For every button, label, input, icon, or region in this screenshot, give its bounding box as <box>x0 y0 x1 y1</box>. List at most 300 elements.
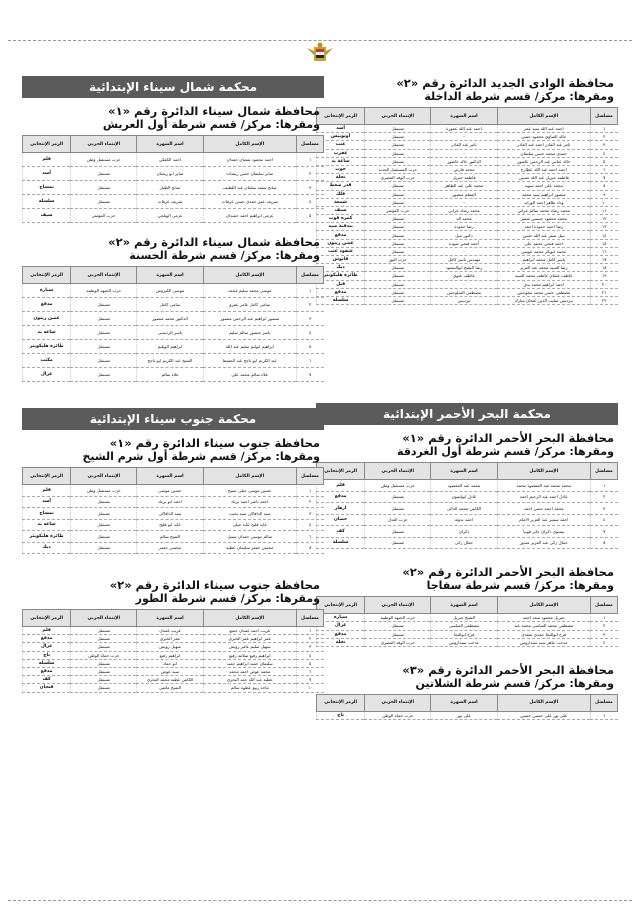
candidates-table <box>22 266 324 382</box>
table-cell: - <box>431 149 497 157</box>
table-cell: حزب مستقبل وطن <box>71 485 137 497</box>
table-cell: عاطف عثوي <box>431 272 497 280</box>
table-cell: جبريل محمود سعد احمد <box>497 614 590 622</box>
district-block <box>22 235 324 382</box>
table-cell: ٦ <box>590 165 617 173</box>
table-cell: فاطمة جبريل <box>431 174 497 182</box>
electoral-symbol: كف <box>317 526 365 538</box>
table-cell: احمد عبد الله سيد عمر <box>497 125 590 133</box>
electoral-symbol: مدفع <box>23 635 71 643</box>
table-cell: سليمان حميد ابراهيم حميد <box>203 659 296 667</box>
egypt-eagle-icon <box>305 42 335 66</box>
table-cell: أحمد فتحي شودة <box>431 239 497 247</box>
table-row <box>23 167 324 181</box>
table-cell: احمد ابراهيم محمد بدي <box>497 280 590 288</box>
table-cell: مستقل <box>365 149 431 157</box>
table-row <box>23 659 324 667</box>
table-cell: موسى الكيروش <box>137 284 203 298</box>
table-cell: محمد رشاد محمد سالم عرابي <box>497 206 590 214</box>
column-header: مسلسل <box>590 597 617 614</box>
table-cell: صابر سليمان حسن ريشات <box>203 167 296 181</box>
table-row <box>317 296 618 304</box>
table-cell: سالم موسى حمدان سبيل <box>203 531 296 543</box>
table-cell: سيد عوض <box>137 667 203 675</box>
table-cell: محمد على احمد سويد <box>497 182 590 190</box>
table-row <box>23 496 324 508</box>
table-cell: الكابتن عطية محمد البحرى <box>137 676 203 684</box>
electoral-symbol: شمعة <box>317 198 365 206</box>
table-cell: بيرديس <box>431 296 497 304</box>
table-cell: محمد محمد عبد المقصود محمد <box>497 480 590 492</box>
table-cell: صابح سعيد سلمان عبد اللطيف <box>203 181 296 195</box>
table-cell: مستقل <box>365 231 431 239</box>
table-cell: مصطفى العباسى <box>431 622 497 630</box>
spacer <box>316 653 618 663</box>
table-cell: ٧ <box>296 676 323 684</box>
table-cell: ياسر كامل محمد ابراهيم <box>497 256 590 264</box>
district-title: محافظة البحر الأحمر الدائرة رقم «٢» <box>402 565 614 580</box>
table-cell: وداد طاهر احمد الوزايد <box>497 198 590 206</box>
electoral-symbol: قلم <box>23 153 71 167</box>
electoral-symbol: مكتب <box>23 354 71 368</box>
electoral-symbol: تاج <box>317 711 365 719</box>
table-cell: ١٥ <box>590 239 617 247</box>
table-row <box>23 284 324 298</box>
table-cell: على نور <box>431 711 497 719</box>
electoral-symbol: قلم <box>317 480 365 492</box>
district-block <box>22 104 324 223</box>
table-cell: محمد عوض احمد محمد <box>203 667 296 675</box>
district-title: محافظة البحر الأحمر الدائرة رقم «١» <box>402 431 614 446</box>
table-cell: مستقل <box>365 223 431 231</box>
table-cell: ١٢ <box>590 215 617 223</box>
table-cell: حزب الجبهة الوطنية <box>71 284 137 298</box>
table-cell: ٢٢ <box>590 296 617 304</box>
table-cell: عاطف عثمان عاطف محمد السيد <box>497 272 590 280</box>
table-cell: حسين موسى <box>137 485 203 497</box>
table-cell: حزب حماة الوطن <box>71 651 137 659</box>
column-header: اسم الشهرة <box>137 468 203 485</box>
table-cell: ٤ <box>590 149 617 157</box>
table-cell: ٢ <box>590 622 617 630</box>
district-block <box>316 663 618 720</box>
table-cell: - <box>431 280 497 288</box>
column-header: الإسم الكامل <box>497 108 590 125</box>
table-cell: مستقل <box>71 181 137 195</box>
electoral-symbol: فانوس <box>317 256 365 264</box>
electoral-symbol: سيف <box>317 206 365 214</box>
column-header: اسم الشهرة <box>137 267 203 284</box>
table-cell: احمد ابو بريك <box>137 496 203 508</box>
column-header: الإنتماء الحزبي <box>365 108 431 125</box>
table-cell: موسى محمد سليم محمد <box>203 284 296 298</box>
table-cell: عادل احمد عبد الرحيم احمد <box>497 491 590 503</box>
table-cell: ١٦ <box>590 247 617 255</box>
electoral-symbol: مدفع <box>23 667 71 675</box>
table-cell: ٣ <box>590 141 617 149</box>
electoral-symbol: سلسلة <box>317 296 365 304</box>
table-cell: فرج ابوالنجا <box>431 630 497 638</box>
table-cell: حزب المؤتمر <box>71 209 137 223</box>
column-header: مسلسل <box>296 136 323 153</box>
electoral-symbol: سيارة <box>317 614 365 622</box>
table-cell: مستقل <box>71 298 137 312</box>
table-cell: الشيخ ماضى <box>137 684 203 692</box>
table-cell: مستقل <box>71 508 137 520</box>
table-cell: ١٣ <box>590 223 617 231</box>
court-banner: محكمة جنوب سيناء الإبتدائية <box>22 408 324 430</box>
electoral-symbol: طائرة هليكوبتر <box>23 531 71 543</box>
table-cell: احمد ناصر احمد بريك <box>203 496 296 508</box>
electoral-symbol: ساعة يد <box>23 519 71 531</box>
table-cell: ٥ <box>296 659 323 667</box>
table-cell: مستقل <box>365 133 431 141</box>
table-cell: محمد اله <box>431 215 497 223</box>
electoral-symbol: عقرب <box>317 149 365 157</box>
column-header: الإسم الكامل <box>497 597 590 614</box>
electoral-symbol: عنقود عنب <box>317 247 365 255</box>
table-cell: سهيل سليم عامر رويش <box>203 643 296 651</box>
table-cell: مستقل <box>71 531 137 543</box>
table-cell: ٢٠ <box>590 280 617 288</box>
table-cell: ٢ <box>296 298 323 312</box>
table-cell: ٨ <box>590 182 617 190</box>
table-cell: مستقل <box>71 368 137 382</box>
electoral-symbol: قدر ضغط <box>317 182 365 190</box>
table-cell: نبيل صقر عبد الله حسن <box>497 231 590 239</box>
column-header: الإسم الكامل <box>497 694 590 711</box>
district-title: محافظة جنوب سيناء الدائرة رقم «١» <box>109 436 320 450</box>
table-cell: منصور ابراهيم عبد الرحمن منصور <box>203 312 296 326</box>
table-row <box>317 141 618 149</box>
district-block <box>22 436 324 554</box>
table-row <box>317 614 618 622</box>
table-cell: ياسر منصور سالم سليم <box>203 326 296 340</box>
table-cell: الدكتور محمد منصور <box>137 312 203 326</box>
column-header: الرمز الإنتخابي <box>317 463 365 480</box>
table-cell: مستقل <box>71 676 137 684</box>
electoral-symbol: نخلة <box>317 638 365 646</box>
column-header: الرمز الإنتخابي <box>23 136 71 153</box>
table-cell: مستقل <box>365 190 431 198</box>
table-cell: ١٠ <box>296 684 323 692</box>
table-cell: ٢ <box>296 496 323 508</box>
table-row <box>317 198 618 206</box>
table-cell: خالد الصاوي محمود حسن <box>497 133 590 141</box>
table-cell: ١ <box>590 480 617 492</box>
table-cell: ٢ <box>590 133 617 141</box>
table-cell: حزب العدل <box>365 514 431 526</box>
column-header: الإنتماء الحزبي <box>71 267 137 284</box>
table-cell: محمد فارس <box>431 165 497 173</box>
electoral-symbol: سلسلة <box>317 537 365 549</box>
table-cell: مستقل <box>71 312 137 326</box>
electoral-symbol: غزال <box>317 622 365 630</box>
table-cell: ٤ <box>296 195 323 209</box>
table-row <box>317 215 618 223</box>
column-header: الإسم الكامل <box>203 136 296 153</box>
column-header: الإسم الكامل <box>203 468 296 485</box>
table-row <box>23 354 324 368</box>
table-row <box>23 340 324 354</box>
table-row <box>23 298 324 312</box>
district-title: محافظة شمال سيناء الدائرة رقم «١» <box>108 104 320 118</box>
table-cell: احمد محمود شعبان حمدان <box>203 153 296 167</box>
district-block <box>22 578 324 693</box>
table-row <box>317 622 618 630</box>
table-cell: ذكران <box>431 526 497 538</box>
table-row <box>23 181 324 195</box>
table-cell: ٤ <box>590 638 617 646</box>
table-cell: ابراهيم ابوليم سليم عبد الله <box>203 340 296 354</box>
table-cell: مستقل <box>71 635 137 643</box>
table-cell: ٢ <box>296 167 323 181</box>
table-cell: منصور ابراهيم سيد محمد <box>497 190 590 198</box>
table-row <box>23 676 324 684</box>
electoral-symbol: تمساح <box>23 508 71 520</box>
table-cell: ١ <box>296 485 323 497</box>
table-cell: ابراهيم الويليم <box>137 340 203 354</box>
electoral-symbol: سلسلة <box>23 195 71 209</box>
table-cell: محمد محمود حسنين شقير <box>497 215 590 223</box>
table-cell: مستقل <box>71 643 137 651</box>
table-row <box>317 239 618 247</box>
electoral-symbol: غزال <box>23 643 71 651</box>
table-row <box>317 247 618 255</box>
column-header: الرمز الإنتخابي <box>23 267 71 284</box>
table-cell: مستقل <box>365 630 431 638</box>
table-cell: ٥ <box>296 209 323 223</box>
table-cell: ٤ <box>296 519 323 531</box>
table-cell: مستقل <box>365 272 431 280</box>
district-subtitle: ومقرها: مركز/ قسم شرطة أول شرم الشيخ <box>82 450 320 463</box>
table-row <box>317 526 618 538</box>
table-cell: سامى كامل <box>137 298 203 312</box>
table-cell: حزب النور <box>365 256 431 264</box>
table-cell: علاء سالم محمد على <box>203 368 296 382</box>
table-cell: ١ <box>296 627 323 635</box>
table-cell: ١ <box>590 614 617 622</box>
table-cell: حزب الوفد المصرى <box>365 638 431 646</box>
table-row <box>23 643 324 651</box>
table-cell: بيرديس صليب الدين عثمان مبارك <box>497 296 590 304</box>
table-row <box>317 711 618 719</box>
electoral-symbol: طائرة هليكوبتر <box>317 272 365 280</box>
table-cell: ٣ <box>296 508 323 520</box>
electoral-symbol: مدفع <box>317 491 365 503</box>
electoral-symbol: مدفع <box>317 231 365 239</box>
table-cell: ١٤ <box>590 231 617 239</box>
table-cell: ٣ <box>590 503 617 515</box>
table-cell: ٦ <box>296 667 323 675</box>
table-cell: ١٩ <box>590 272 617 280</box>
column-header: الإنتماء الحزبي <box>71 468 137 485</box>
table-cell: المعلم منصور <box>431 190 497 198</box>
table-cell: مستقل <box>71 354 137 368</box>
table-cell: مستقل <box>365 622 431 630</box>
table-cell: مستقل <box>365 537 431 549</box>
electoral-symbol: حوت <box>317 165 365 173</box>
table-cell: مستقل <box>71 684 137 692</box>
table-cell: الكابتن محمد الدالى <box>431 503 497 515</box>
table-cell: ١٧ <box>590 256 617 264</box>
table-cell: مصطفى محمد العباسى محمد عيد <box>497 622 590 630</box>
column-header: الإسم الكامل <box>497 463 590 480</box>
table-row <box>23 326 324 340</box>
table-cell: ٢١ <box>590 288 617 296</box>
table-cell: ٧ <box>590 526 617 538</box>
table-cell: غريب احمد غسان جميع <box>203 627 296 635</box>
electoral-symbol: تاج <box>23 651 71 659</box>
table-cell: مستقل <box>365 198 431 206</box>
column-header: الإنتماء الحزبي <box>365 597 431 614</box>
table-cell: سيد الدافاكى سيد بخيت <box>203 508 296 520</box>
electoral-symbol: كمرة فوت <box>317 215 365 223</box>
table-cell: ٥ <box>296 340 323 354</box>
electoral-symbol: أسد <box>317 125 365 133</box>
table-row <box>317 256 618 264</box>
district-block <box>316 76 618 305</box>
table-cell: ٣ <box>296 643 323 651</box>
table-cell: مستقل <box>365 215 431 223</box>
table-row <box>317 264 618 272</box>
table-cell: مستقل <box>365 247 431 255</box>
table-cell: ماجد ربيع عطوة سالم <box>203 684 296 692</box>
candidates-table <box>316 596 618 647</box>
table-cell: - <box>431 198 497 206</box>
table-cell: مستقل <box>71 659 137 667</box>
table-cell: شريف عرفات <box>137 195 203 209</box>
district-subtitle: ومقرها: مركز/ قسم شرطة سفاجا <box>426 579 614 593</box>
table-cell: مستقل <box>71 167 137 181</box>
table-cell: جمال زكى <box>431 537 497 549</box>
table-cell: بيشوى ذكران جاير فوبيا <box>497 526 590 538</box>
electoral-symbol: سيف <box>23 209 71 223</box>
table-row <box>23 627 324 635</box>
district-title: محافظة البحر الأحمر الدائرة رقم «٣» <box>402 662 614 677</box>
table-cell: مصطفى حسن محمد سلوحس <box>497 288 590 296</box>
column-header: مسلسل <box>296 267 323 284</box>
table-cell: احمد سمير عبد العزيز الامام <box>497 514 590 526</box>
table-cell: عزمى ابراهيم احمد حميدان <box>203 209 296 223</box>
table-cell: ١ <box>296 153 323 167</box>
electoral-symbol: غصن زيتون <box>23 312 71 326</box>
table-cell: رضا حمودة <box>431 223 497 231</box>
electoral-symbol: بندقية صيد <box>317 223 365 231</box>
table-cell: - <box>431 133 497 141</box>
table-row <box>317 491 618 503</box>
table-cell: ١٠ <box>590 198 617 206</box>
table-cell: مستقل <box>365 288 431 296</box>
table-cell: محمد رشاد عرابي <box>431 206 497 214</box>
table-cell: مستقل <box>71 519 137 531</box>
column-header: الإنتماء الحزبي <box>71 136 137 153</box>
column-header: مسلسل <box>296 610 323 627</box>
table-row <box>317 231 618 239</box>
table-row <box>317 223 618 231</box>
table-cell: ٣ <box>296 312 323 326</box>
table-row <box>317 206 618 214</box>
district-subtitle: ومقرها: مركز/ قسم شرطة الشلاتين <box>415 676 614 690</box>
column-header: الإنتماء الحزبي <box>365 463 431 480</box>
table-cell: مستقل <box>71 542 137 554</box>
table-row <box>23 542 324 554</box>
table-cell: احمد فتحي محمد على <box>497 239 590 247</box>
column-header: اسم الشهرة <box>431 597 497 614</box>
table-row <box>317 157 618 165</box>
table-row <box>317 480 618 492</box>
table-cell: محمد احمد حسن احمد <box>497 503 590 515</box>
table-cell: حزب مستقبل وطن <box>365 480 431 492</box>
table-cell: ٢ <box>590 491 617 503</box>
table-cell: احمد بدوئة <box>431 514 497 526</box>
table-row <box>317 537 618 549</box>
electoral-symbol: تمساح <box>23 181 71 195</box>
table-cell: ٩ <box>590 190 617 198</box>
district-block <box>316 565 618 647</box>
table-cell: حزب الجبهة الوطنية <box>365 614 431 622</box>
table-cell: ٣ <box>590 630 617 638</box>
table-row <box>317 133 618 141</box>
electoral-symbol: سلسلة <box>23 659 71 667</box>
electoral-symbol: سيارة <box>23 284 71 298</box>
table-cell: ٤ <box>296 651 323 659</box>
district-title: محافظة الوادى الجديد الدائرة رقم «٢» <box>396 76 614 90</box>
candidates-table <box>316 694 618 720</box>
electoral-symbol: ساعة يد <box>317 157 365 165</box>
table-cell: مستقل <box>71 326 137 340</box>
electoral-symbol: أوتوبيس <box>317 133 365 141</box>
table-cell: دكتور نبيل <box>431 231 497 239</box>
table-cell: محمد على عبد الظاهر <box>431 182 497 190</box>
table-row <box>23 209 324 223</box>
table-row <box>23 368 324 382</box>
table-cell: فرج ابوالنجا حمدى سعدى <box>497 630 590 638</box>
table-cell: رضا احمد حمودة احمد <box>497 223 590 231</box>
column-header: الرمز الإنتخابي <box>317 694 365 711</box>
table-row <box>317 125 618 133</box>
candidates-table <box>22 609 324 693</box>
district-subtitle: ومقرها: مركز/ قسم شرطة أول العريش <box>102 118 320 131</box>
table-cell: مستقل <box>365 491 431 503</box>
column-header: الإنتماء الحزبي <box>71 610 137 627</box>
table-cell: مدحت ماهر سيد سيداروس <box>497 638 590 646</box>
electoral-symbol: مدفع <box>317 288 365 296</box>
electoral-symbol: عنب <box>317 141 365 149</box>
table-cell: احمد احمد عبد الله عطارخ <box>497 165 590 173</box>
table-row <box>317 280 618 288</box>
table-cell: محسن جعفر سليمان عطية <box>203 542 296 554</box>
column-header: الرمز الإنتخابي <box>23 468 71 485</box>
electoral-symbol: فيل <box>317 280 365 288</box>
table-cell: مستقل <box>71 340 137 354</box>
table-cell: عادل ابوليمون <box>431 491 497 503</box>
table-cell: عبد الكريم ابو ناجح عبد الحفيظ <box>203 354 296 368</box>
table-cell: خالد عباس عبد الرحمن عاشور <box>497 157 590 165</box>
electoral-symbol: قلم <box>23 485 71 497</box>
table-row <box>23 312 324 326</box>
table-cell: حمدى محمد حسن سليمان <box>497 149 590 157</box>
electoral-symbol: كف <box>23 676 71 684</box>
table-row <box>23 195 324 209</box>
table-row <box>317 174 618 182</box>
table-cell: مهندس ياسر كامل <box>431 256 497 264</box>
candidates-table <box>316 462 618 549</box>
table-cell: ١١ <box>590 206 617 214</box>
table-row <box>23 153 324 167</box>
district-title: محافظة جنوب سيناء الدائرة رقم «٢» <box>109 578 320 592</box>
table-row <box>23 635 324 643</box>
